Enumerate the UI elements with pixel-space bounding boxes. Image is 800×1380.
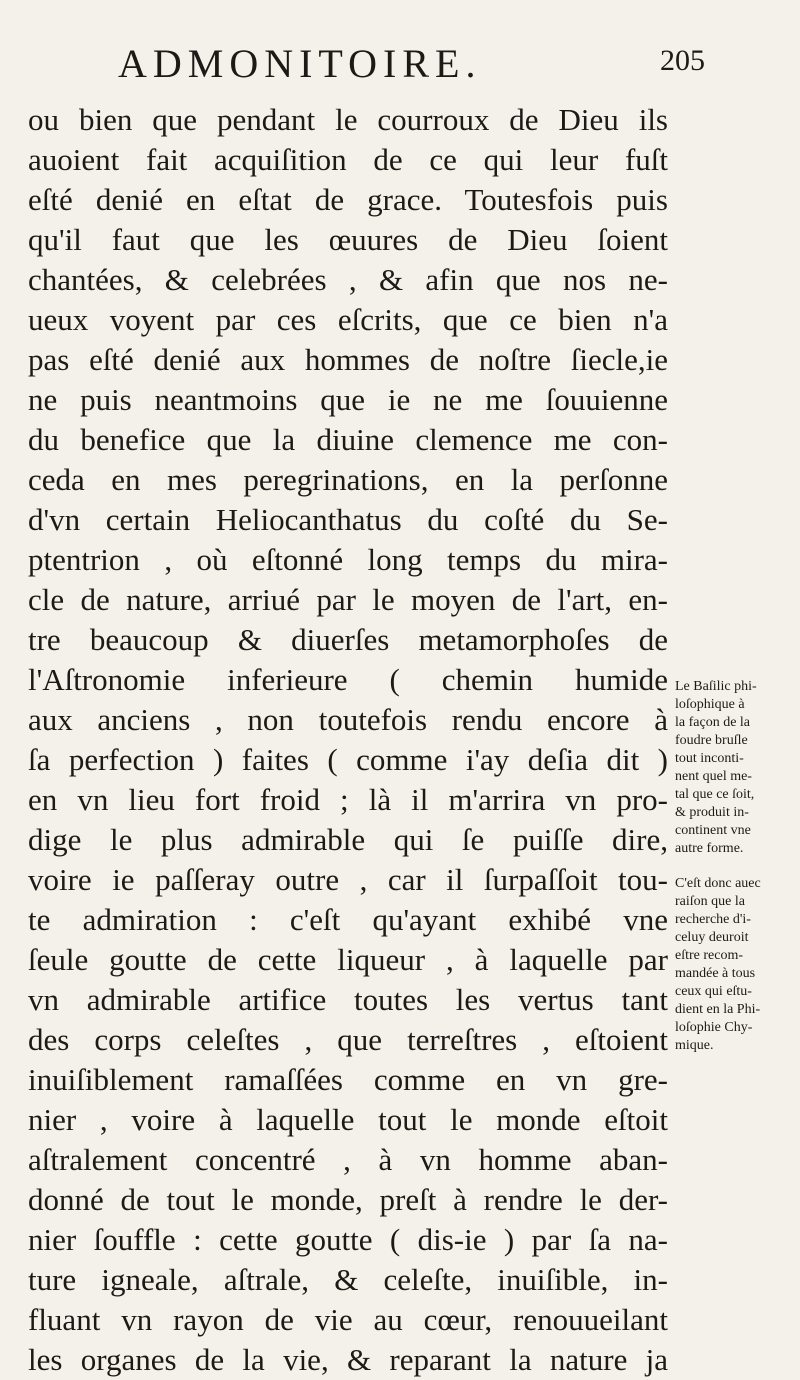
margin-note-line: loſophique à [675, 697, 745, 712]
text-line: ſeule goutte de cette liqueur , à laquelle par [28, 942, 668, 977]
page-number: 205 [660, 44, 705, 77]
margin-note-line: loſophie Chy- [675, 1020, 753, 1035]
text-line: eſté denié en eſtat de grace. Toutesfois puis [28, 182, 668, 217]
margin-note-line: mique. [675, 1038, 714, 1053]
margin-note-line: tal que ce ſoit, [675, 787, 755, 802]
text-line: pas eſté denié aux hommes de noſtre ſiecle,ie [28, 342, 668, 377]
text-line: dige le plus admirable qui ſe puiſſe dire, [28, 822, 668, 857]
margin-note-line: dient en la Phi- [675, 1002, 761, 1017]
margin-note-line: eſtre recom- [675, 948, 744, 963]
text-line: ture igneale, aſtrale, & celeſte, inuiſible, in- [28, 1262, 668, 1297]
text-line: des corps celeſtes , que terreſtres , eſtoient [28, 1022, 668, 1057]
text-line: donné de tout le monde, preſt à rendre le der- [28, 1182, 668, 1217]
text-line: du benefice que la diuine clemence me con- [28, 422, 668, 457]
text-line: l'Aſtronomie inferieure ( chemin humide [28, 662, 668, 697]
margin-note-basilic [675, 678, 793, 858]
text-line: te admiration : c'eſt qu'ayant exhibé vne [28, 902, 668, 937]
text-line: ſa perfection ) faites ( comme i'ay deſia dit ) [28, 742, 668, 777]
margin-note-line: raiſon que la [675, 894, 745, 909]
text-line: ueux voyent par ces eſcrits, que ce bien n'a [28, 302, 668, 337]
margin-note-line: mandée à tous [675, 966, 756, 981]
margin-note-line: autre forme. [675, 841, 744, 856]
text-line: chantées, & celebrées , & afin que nos ne- [28, 262, 668, 297]
margin-note-line: nent quel me- [675, 769, 752, 784]
margin-note-line: continent vne [675, 823, 751, 838]
running-title: ADMONITOIRE. [118, 41, 482, 86]
text-line: auoient fait acquiſition de ce qui leur fuſt [28, 142, 668, 177]
text-line: cle de nature, arriué par le moyen de l'art, en- [28, 582, 668, 617]
text-line: en vn lieu fort froid ; là il m'arrira vn pro- [28, 782, 668, 817]
text-line: ne puis neantmoins que ie ne me ſouuienne [28, 382, 668, 417]
margin-note-line: & produit in- [675, 805, 749, 820]
margin-note-line: celuy deuroit [675, 930, 749, 945]
margin-note-recherche [675, 875, 793, 1055]
text-line: fluant vn rayon de vie au cœur, renouueilant [28, 1302, 668, 1337]
text-line: les organes de la vie, & reparant la nature ja [28, 1342, 668, 1377]
margin-note-line: C'eſt donc auec [675, 876, 761, 891]
text-line: inuiſiblement ramaſſées comme en vn gre- [28, 1062, 668, 1097]
text-line: qu'il faut que les œuures de Dieu ſoient [28, 222, 668, 257]
text-line: d'vn certain Heliocanthatus du coſté du Se- [28, 502, 668, 537]
margin-note-line: foudre bruſle [675, 733, 748, 748]
margin-note-line: la façon de la [675, 715, 751, 730]
text-line: vn admirable artifice toutes les vertus tant [28, 982, 668, 1017]
text-line: voire ie paſſeray outre , car il ſurpaſſoit tou- [28, 862, 668, 897]
margin-note-line: Le Baſilic phi- [675, 679, 757, 694]
main-text-block [28, 100, 668, 1380]
text-line: tre beaucoup & diuerſes metamorphoſes de [28, 622, 668, 657]
margin-note-line: recherche d'i- [675, 912, 751, 927]
margin-note-line: tout inconti- [675, 751, 744, 766]
text-line: ptentrion , où eſtonné long temps du mira- [28, 542, 668, 577]
text-line: nier , voire à laquelle tout le monde eſtoit [28, 1102, 668, 1137]
text-line: nier ſouffle : cette goutte ( dis-ie ) par ſa na- [28, 1222, 668, 1257]
text-line: ou bien que pendant le courroux de Dieu ils [28, 102, 668, 137]
margin-note-line: ceux qui eſtu- [675, 984, 752, 999]
text-line: ceda en mes peregrinations, en la perſonne [28, 462, 668, 497]
text-line: aſtralement concentré , à vn homme aban- [28, 1142, 668, 1177]
text-line: aux anciens , non toutefois rendu encore à [28, 702, 668, 737]
